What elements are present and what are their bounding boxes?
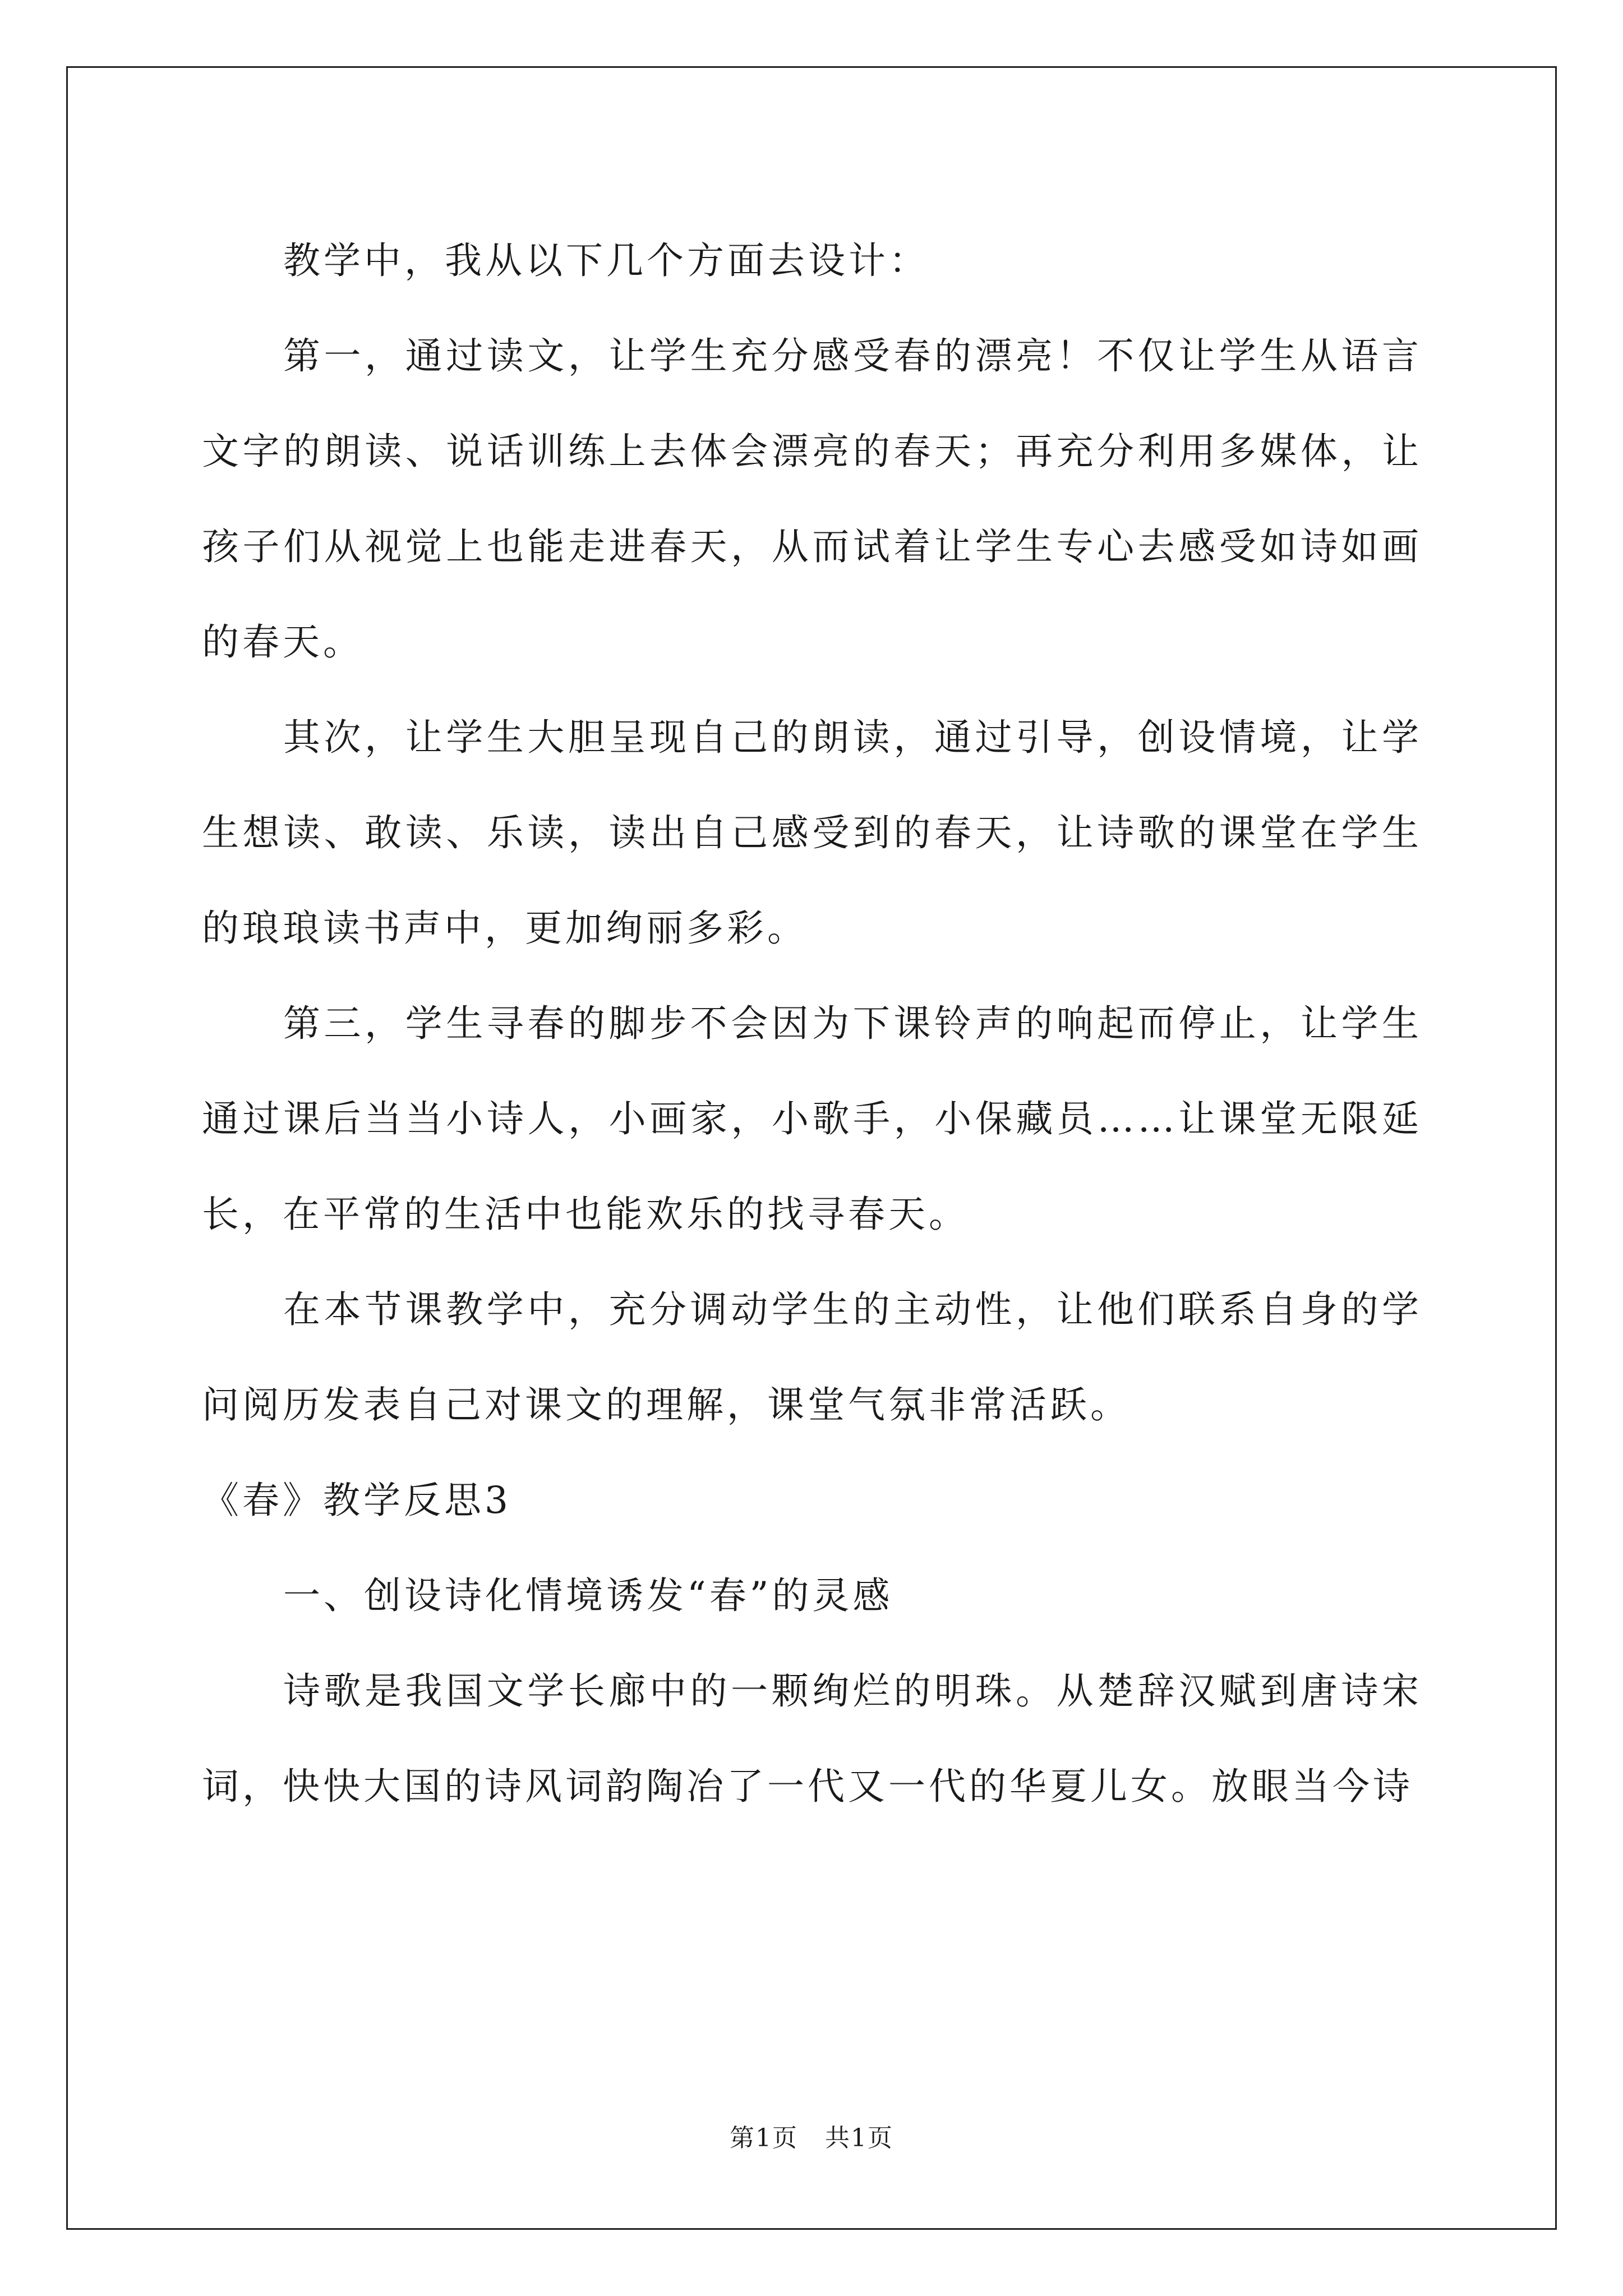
paragraph-first-point: 第一，通过读文，让学生充分感受春的漂亮！不仅让学生从语言文字的朗读、说话训练上去体会漂亮的春天；再充分利用多媒体，让孩子们从视觉上也能走进春天，从而试着让学生专心去感受如诗如画的春天。 [202, 334, 1422, 664]
paragraph-poetry: 诗歌是我国文学长廊中的一颗绚烂的明珠。从楚辞汉赋到唐诗宋词，快快大国的诗风词韵陶冶了一代又一代的华夏儿女。放眼当今诗 [202, 1669, 1422, 1808]
document-body [202, 213, 1422, 1834]
page-number-footer: 第1页 共1页 [730, 2124, 893, 2152]
subsection-heading: 一、创设诗化情境诱发“春”的灵感 [283, 1574, 893, 1617]
section-heading: 《春》教学反思3 [202, 1479, 511, 1522]
paragraph-summary: 在本节课教学中，充分调动学生的主动性，让他们联系自身的学问阅历发表自己对课文的理解，课堂气氛非常活跃。 [202, 1288, 1422, 1427]
paragraph-second-point: 其次，让学生大胆呈现自己的朗读，通过引导，创设情境，让学生想读、敢读、乐读，读出自己感受到的春天，让诗歌的课堂在学生的琅琅读书声中，更加绚丽多彩。 [202, 716, 1422, 950]
paragraph-intro: 教学中，我从以下几个方面去设计： [283, 239, 929, 282]
paragraph-third-point: 第三，学生寻春的脚步不会因为下课铃声的响起而停止，让学生通过课后当当小诗人，小画家，小歌手，小保藏员……让课堂无限延长，在平常的生活中也能欢乐的找寻春天。 [202, 1002, 1422, 1236]
